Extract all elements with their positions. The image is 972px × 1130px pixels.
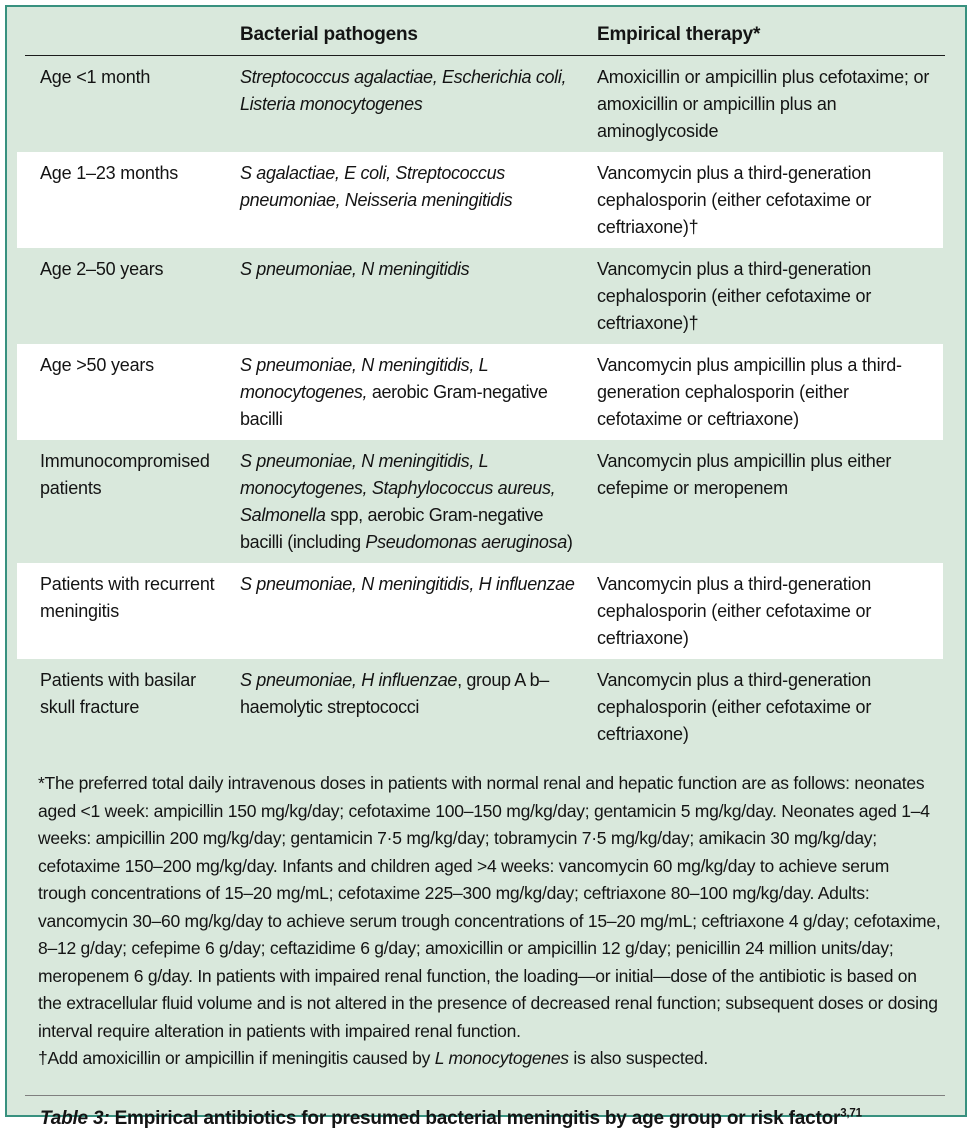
group-cell: Age 2–50 years: [40, 259, 164, 279]
caption-text: Empirical antibiotics for presumed bacterial meningitis by age group or risk factor: [109, 1107, 841, 1129]
therapy-cell: Amoxicillin or ampicillin plus cefotaxime; or amoxicillin or ampicillin plus an aminoglycoside: [597, 67, 930, 141]
footnote-dagger: †Add amoxicillin or ampicillin if meningitis caused by L monocytogenes is also suspected.: [38, 1048, 709, 1068]
pathogens-cell: S agalactiae, E coli, Streptococcus pneumoniae, Neisseria meningitidis: [240, 163, 513, 210]
header-cell-empty: [25, 24, 240, 46]
group-cell: Age <1 month: [40, 67, 151, 87]
footnotes: [38, 770, 941, 1073]
caption-block: [25, 1095, 945, 1130]
table-header-row: [25, 7, 945, 56]
table-row: [17, 659, 943, 755]
group-cell: Patients with recurrent meningitis: [40, 574, 215, 621]
table-row: [17, 248, 943, 344]
pathogens-cell: S pneumoniae, N meningitidis: [240, 259, 470, 279]
header-cell-therapy: Empirical therapy*: [597, 24, 761, 45]
table-caption: [40, 1108, 945, 1130]
pathogens-cell: S pneumoniae, N meningitidis, L monocytogenes, aerobic Gram-negative bacilli: [240, 355, 548, 429]
therapy-cell: Vancomycin plus ampicillin plus a third-generation cephalosporin (either cefotaxime or ceftriaxone): [597, 355, 902, 429]
pathogens-cell: Streptococcus agalactiae, Escherichia coli, Listeria monocytogenes: [240, 67, 567, 114]
therapy-cell: Vancomycin plus ampicillin plus either cefepime or meropenem: [597, 451, 892, 498]
group-cell: Age >50 years: [40, 355, 154, 375]
table-row: [17, 56, 943, 152]
therapy-cell: Vancomycin plus a third-generation cephalosporin (either cefotaxime or ceftriaxone): [597, 574, 872, 648]
therapy-cell: Vancomycin plus a third-generation cephalosporin (either cefotaxime or ceftriaxone)†: [597, 163, 872, 237]
group-cell: Immunocompromised patients: [40, 451, 210, 498]
caption-reference: 3,71: [840, 1107, 862, 1120]
pathogens-cell: S pneumoniae, N meningitidis, H influenzae: [240, 574, 575, 594]
pathogens-cell: S pneumoniae, N meningitidis, L monocytogenes, Staphylococcus aureus, Salmonella spp, aerobic Gram-negative bacilli (including Pseudomonas aeruginosa): [240, 451, 573, 552]
table-row: [17, 152, 943, 248]
header-cell-pathogens: Bacterial pathogens: [240, 24, 418, 45]
therapy-cell: Vancomycin plus a third-generation cephalosporin (either cefotaxime or ceftriaxone): [597, 670, 872, 744]
table-body: [17, 56, 943, 755]
pathogens-cell: S pneumoniae, H influenzae, group A b–haemolytic streptococci: [240, 670, 549, 717]
caption-label: Table 3:: [40, 1107, 110, 1129]
table-row: [17, 563, 943, 659]
table-row: [17, 344, 943, 440]
table-row: [17, 440, 943, 563]
group-cell: Patients with basilar skull fracture: [40, 670, 196, 717]
footnote-star: *The preferred total daily intravenous doses in patients with normal renal and hepatic function are as follows: neonates aged <1 week: ampicillin 150 mg/kg/day; cefotaxime 100–150 mg/kg/day; gentamicin 5 mg/kg/day. Neonates aged 1–4 weeks: ampicillin 200 mg/kg/day; gentamicin 7·5 mg/kg/day; tobramycin 7·5 mg/kg/day; amikacin 30 mg/kg/day; cefotaxime 150–200 mg/kg/day. Infants and children aged >4 weeks: vancomycin 60 mg/kg/day to achieve serum trough concentrations of 15–20 mg/mL; cefotaxime 225–300 mg/kg/day; ceftriaxone 80–100 mg/kg/day. Adults: vancomycin 30–60 mg/kg/day to achieve serum trough concentrations of 15–20 mg/mL; ceftriaxone 4 g/day; cefotaxime, 8–12 g/day; cefepime 6 g/day; ceftazidime 6 g/day; amoxicillin or ampicillin 12 g/day; penicillin 24 million units/day; meropenem 6 g/day. In patients with impaired renal function, the loading—or initial—dose of the antibiotic is based on the extracellular fluid volume and is not altered in the presence of decreased renal function; subsequent doses or dosing interval require alteration in patients with impaired renal function.: [38, 773, 941, 1041]
group-cell: Age 1–23 months: [40, 163, 179, 183]
table-card: [5, 5, 967, 1129]
therapy-cell: Vancomycin plus a third-generation cephalosporin (either cefotaxime or ceftriaxone)†: [597, 259, 872, 333]
